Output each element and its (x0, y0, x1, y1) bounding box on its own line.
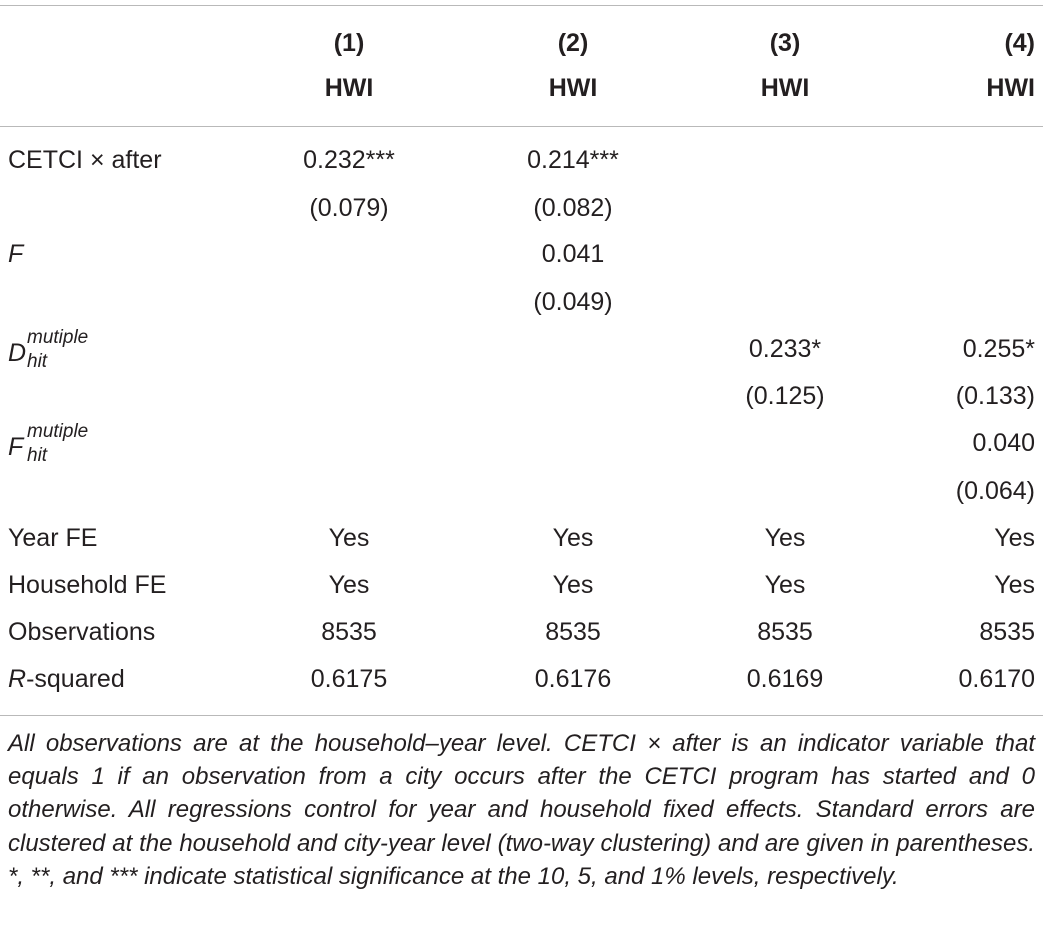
column-3-depvar: HWI (760, 74, 810, 102)
observations-col4: 8535 (979, 618, 1035, 646)
table-bottom-rule (0, 715, 1043, 716)
row-label-observations: Observations (8, 618, 156, 646)
f-se-col2: (0.049) (533, 288, 613, 316)
observations-col1: 8535 (321, 618, 377, 646)
column-4-depvar: HWI (986, 74, 1035, 102)
year-fe-col2: Yes (552, 524, 594, 552)
cetci-se-col1: (0.079) (309, 194, 389, 222)
d-subscript: hit (27, 351, 48, 372)
row-label-household-fe: Household FE (8, 571, 167, 599)
row-label-r-squared (8, 664, 125, 694)
household-fe-col1: Yes (328, 571, 370, 599)
f-symbol: F (8, 433, 24, 461)
household-fe-col2: Yes (552, 571, 594, 599)
d-hit-se-col4: (0.133) (955, 382, 1035, 410)
observations-col2: 8535 (545, 618, 601, 646)
column-1-depvar: HWI (324, 74, 374, 102)
table-top-rule (0, 5, 1043, 6)
f-hit-coef-col4: 0.040 (972, 429, 1035, 457)
household-fe-col3: Yes (764, 571, 806, 599)
f-coef-col2: 0.041 (541, 240, 605, 268)
row-label-d-hit-multiple (8, 327, 89, 372)
r-squared-col3: 0.6169 (746, 665, 824, 693)
r-symbol: R (8, 665, 27, 693)
d-superscript: mutiple (27, 327, 89, 348)
cetci-coef-col2: 0.214*** (527, 146, 619, 174)
year-fe-col4: Yes (994, 524, 1035, 552)
d-hit-se-col3: (0.125) (745, 382, 825, 410)
row-label-f-hit-multiple (8, 421, 89, 466)
household-fe-col4: Yes (994, 571, 1035, 599)
r-squared-suffix: -squared (26, 665, 125, 693)
d-symbol: D (8, 339, 27, 367)
f-superscript: mutiple (27, 421, 89, 442)
d-hit-coef-col3: 0.233* (748, 335, 822, 363)
column-3-number: (3) (769, 29, 801, 57)
r-squared-col4: 0.6170 (958, 665, 1035, 693)
r-squared-col1: 0.6175 (310, 665, 388, 693)
row-label-year-fe: Year FE (8, 524, 98, 552)
cetci-se-col2: (0.082) (533, 194, 613, 222)
row-label-f: F (8, 240, 24, 268)
header-rule (0, 126, 1043, 127)
row-label-cetci-after: CETCI × after (8, 146, 162, 174)
cetci-coef-col1: 0.232*** (303, 146, 395, 174)
year-fe-col1: Yes (328, 524, 370, 552)
table-footnote: All observations are at the household–year level. CETCI × after is an indicator variable that equals 1 if an observation from a city occurs after the CETCI program has started and 0 otherwise. All regressions control for year and household fixed effects. Standard errors are clustered at the household and city-year level (two-way clustering) and are given in parentheses. *, **, and *** indicate statistical significance at the 10, 5, and 1% levels, respectively. (8, 730, 1035, 890)
column-4-number: (4) (1004, 29, 1035, 57)
f-subscript: hit (27, 445, 48, 466)
column-1-number: (1) (333, 29, 365, 57)
f-hit-se-col4: (0.064) (955, 477, 1035, 505)
observations-col3: 8535 (757, 618, 813, 646)
r-squared-col2: 0.6176 (534, 665, 612, 693)
column-2-depvar: HWI (548, 74, 598, 102)
year-fe-col3: Yes (764, 524, 806, 552)
d-hit-coef-col4: 0.255* (962, 335, 1035, 363)
column-2-number: (2) (557, 29, 589, 57)
